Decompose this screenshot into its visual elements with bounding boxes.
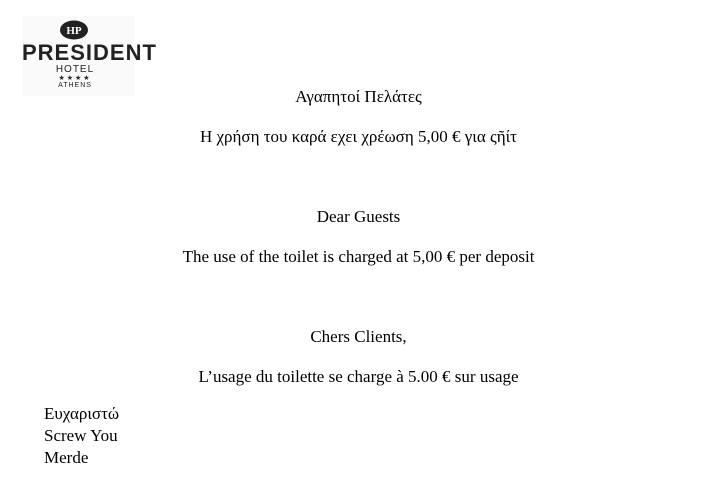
english-greeting: Dear Guests [316, 207, 401, 226]
signoff-line-french: Merde [44, 448, 89, 467]
logo-city: ATHENS [58, 82, 92, 89]
french-greeting: Chers Clients, [310, 327, 407, 346]
hotel-logo [22, 16, 157, 96]
signoff-line-english: Screw You [44, 426, 118, 445]
logo-name: PRESIDENT [22, 40, 157, 65]
logo-stars: ★★★★ [58, 74, 92, 82]
hotel-monogram-icon [59, 20, 89, 40]
signoff-line-greek: Ευχαριστώ [44, 404, 120, 423]
french-message: L’usage du toilette se charge à 5.00 € sur usage [198, 367, 519, 386]
svg-text:HP: HP [66, 25, 82, 37]
signoff [44, 403, 119, 469]
greek-message: Η χρήση του καρά εχει χρέωση 5,00 € για ςῆίτ [199, 127, 518, 146]
english-message: The use of the toilet is charged at 5,00 € per deposit [182, 247, 535, 266]
greek-greeting: Αγαπητοί Πελάτες [295, 87, 422, 106]
logo-subtitle: HOTEL [55, 64, 95, 75]
